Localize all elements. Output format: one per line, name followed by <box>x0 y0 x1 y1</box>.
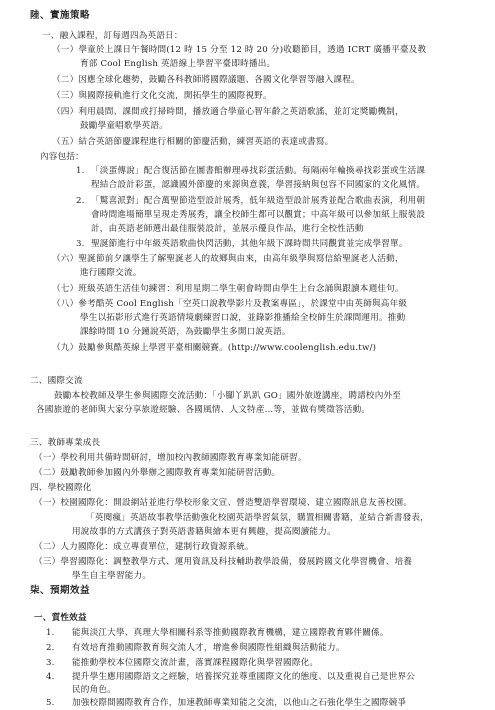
content-2-number: 2. <box>76 196 85 206</box>
exchange-line-2: 各國旅遊的老師與大家分享旅遊經驗、各國風情、人文特產…等，並做有獎徵答活動。 <box>36 405 371 415</box>
content-2-line-1: 「驚喜派對」配合萬聖節造型設計展秀，低年級造型設計展秀並配合歌曲表演，利用朝 <box>91 196 426 206</box>
benefit-4-number: 4. <box>46 672 55 682</box>
benefit-2-number: 2. <box>46 643 55 653</box>
item-4-line-1: （四）利用晨間、課間或打掃時間，播放適合學童心智年齡之英語歌謠，並訂定獎勵機制， <box>52 107 404 117</box>
benefit-2-line-1: 有效培育推動國際教育與交流人才，增進參與國際性組織與活動能力。 <box>72 643 345 653</box>
item-1-line-2: 育部 Cool English 英語線上學習平臺即時播出。 <box>80 59 276 69</box>
item-3-line-1: （三）與國際接軌進行文化交流，開拓學生的國際視野。 <box>52 91 272 101</box>
item-1-line-1: （一）學童於上課日午餐時間(12 時 15 分至 12 時 20 分)收聽節目，透過 ICRT 廣播平臺及教 <box>52 45 427 55</box>
school-item-3-line-1: （三）學習國際化：調整教學方式、運用資訊及科技輔助教學設備，發展跨國文化學習機會、培養 <box>34 557 413 567</box>
item-6-line-2: 進行國際交流。 <box>80 268 142 278</box>
item-2-line-1: （二）因應全球化趨勢，鼓勵各科教師將國際議題、各國文化學習等融入課程。 <box>52 75 360 85</box>
heading-school-internationalization: 四、學校國際化 <box>30 483 92 493</box>
benefit-4-line-2: 民的角色。 <box>72 685 116 695</box>
item-4-line-2: 鼓勵學童唱歌學英語。 <box>80 121 168 131</box>
item-9-line-1: （九）鼓勵參與酷英線上學習平臺相關競賽。(http://www.coolenglish.edu.tw/) <box>52 343 377 353</box>
benefit-1-number: 1. <box>46 628 55 638</box>
heading-international-exchange: 二、國際交流 <box>30 376 83 386</box>
teacher-item-1: （一）學校利用共備時間研討，增加校內教師國際教育專業知能研習。 <box>34 453 307 463</box>
benefit-1-line-1: 能與淡江大學、真理大學相關科系等推動國際教育機構，建立國際教育夥伴關係。 <box>72 628 389 638</box>
heading-qualitative-benefits: 一、質性效益 <box>34 613 87 623</box>
benefit-3-number: 3. <box>46 658 55 668</box>
school-item-1b-line-2: 用說故事的方式講孩子對英語書籍與繪本更有興趣，提高閱讀能力。 <box>72 527 336 537</box>
item-8-line-1: （八）參考酷英 Cool English「空英口說教學影片及教案專區」，於課堂中由英師與高年級 <box>52 299 408 309</box>
exchange-line-1: 鼓勵本校教師及學生參與國際交流活動：「小腳丫趴趴 GO」國外旅遊講座，聘請校內外至 <box>54 391 402 401</box>
benefit-5-line-1: 加強校際間國際教育合作，加速教師專業知能之交流，以他山之石強化學生之國際競爭 <box>72 698 407 708</box>
school-item-1b-line-1: 「英閱瘋」英語故事教學活動強化校園英語學習氣氛，購置相關書籍，並結合新書發表， <box>86 513 429 523</box>
heading-teacher-growth: 三、教師專業成長 <box>30 438 101 448</box>
benefit-5-number: 5. <box>46 698 55 708</box>
benefit-4-line-1: 提升學生應用國際語文之經驗，培養探究並尊重國際文化的態度、以及重視自己是世界公 <box>72 672 415 682</box>
content-1-line-2: 程結合設計彩蛋，認識國外節慶的來源與意義，學習接納與包容不同國家的文化風情。 <box>91 180 426 190</box>
school-item-2: （二）人力國際化：成立專責單位，建制行政資源系統。 <box>34 542 254 552</box>
item-8-line-3: 課餘時間 10 分鐘說英語，為鼓勵學生多開口說英語。 <box>80 327 291 337</box>
content-1-line-1: 「淡蛋傳說」配合復活節在圖書館辦理尋找彩蛋活動。每隔兩年輪換尋找彩蛋或生活課 <box>91 166 426 176</box>
teacher-item-2: （二）鼓勵教師參加國內外舉辦之國際教育專業知能研習活動。 <box>34 468 281 478</box>
section-title-strategy: 陸、實施策略 <box>30 10 91 21</box>
item-5-line-1: （五）結合英語節慶課程進行相關的節慶活動，練習英語的表達或書寫。 <box>52 137 334 147</box>
content-label: 內容包括： <box>40 152 84 162</box>
section-title-expected-benefits: 柒、預期效益 <box>30 585 91 596</box>
item-8-line-2: 學生以拓影形式進行英語情境劇練習口說，並錄影推播給全校師生於課間運用。推動 <box>80 313 406 323</box>
item-7-line-1: （七）班級英語生活佳句練習：利用星期二學生朝會時間由學生上台念誦與跟讀本週佳句。 <box>52 284 404 294</box>
school-item-3-line-2: 學生自主學習能力。 <box>72 571 152 581</box>
content-3-number: 3. <box>76 239 85 249</box>
content-1-number: 1. <box>76 166 85 176</box>
content-2-line-3: 計，由英語老師選出最佳服裝設計，並展示優良作品，進行全校性活動 <box>91 224 364 234</box>
content-3-line-1: 聖誕節進行中年級英語歌曲快閃活動，其他年級下課時間共同觀賞並完成學習單。 <box>91 239 408 249</box>
item-6-line-1: （六）聖誕節前夕讓學生了解聖誕老人的故鄉與由來，由高年級學與寫信給聖誕老人活動， <box>52 254 404 264</box>
benefit-3-line-1: 能推動學校本位國際交流計畫，落實課程國際化與學習國際化。 <box>72 658 319 668</box>
heading-integrate-curriculum: 一、融入課程，訂每週四為英語日： <box>42 31 183 41</box>
school-item-1: （一）校園國際化：開設網站並進行學校形象文宣、營造雙語學習環境、建立國際訊息友善校園。 <box>34 498 413 508</box>
content-2-line-2: 會時間進場簡單呈現走秀展秀，讓全校師生都可以觀賞；中高年級可以參加紙上服裝設 <box>91 210 426 220</box>
